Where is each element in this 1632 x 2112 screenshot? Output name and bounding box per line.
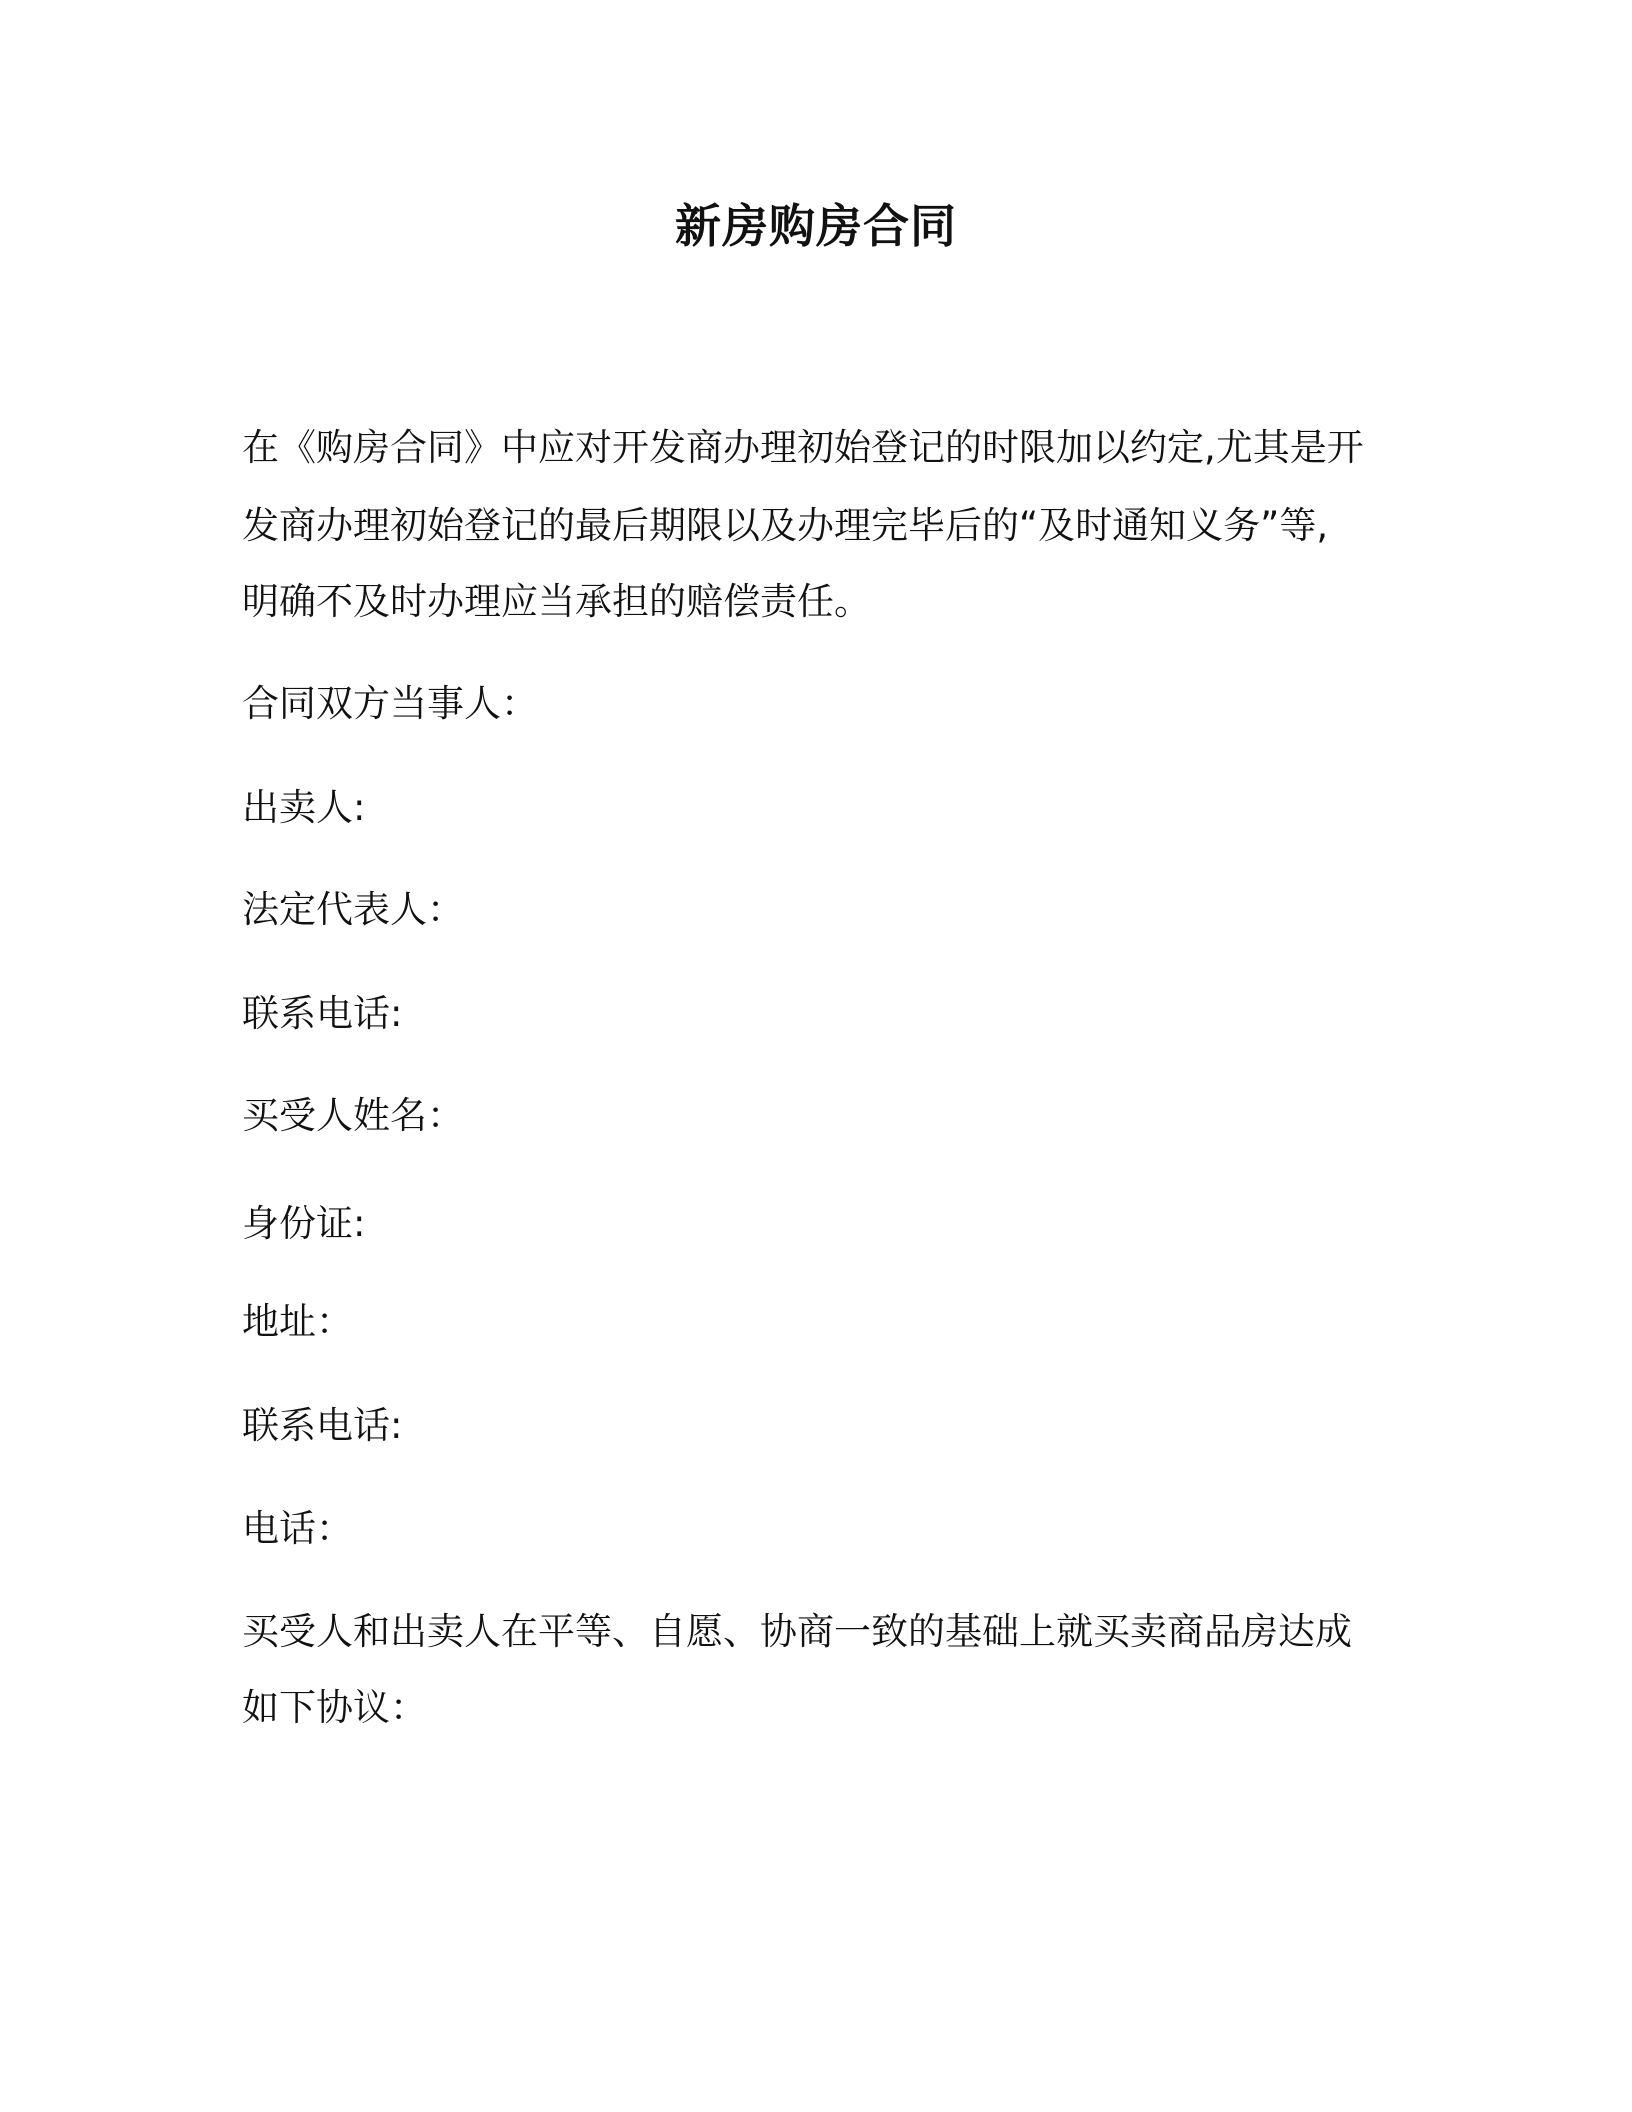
phone-label: 电话： bbox=[242, 1507, 353, 1550]
legal-rep-label: 法定代表人： bbox=[242, 888, 464, 931]
agreement-line-1: 买受人和出卖人在平等、自愿、协商一致的基础上就买卖商品房达成 bbox=[242, 1610, 1352, 1653]
intro-line-2: 发商办理初始登记的最后期限以及办理完毕后的“及时通知义务”等, bbox=[242, 504, 1329, 547]
seller-label: 出卖人: bbox=[242, 786, 366, 829]
buyer-name-label: 买受人姓名： bbox=[242, 1094, 464, 1137]
intro-line-1: 在《购房合同》中应对开发商办理初始登记的时限加以约定,尤其是开 bbox=[242, 426, 1364, 469]
address-label: 地址： bbox=[242, 1300, 353, 1343]
id-card-label: 身份证: bbox=[242, 1202, 366, 1245]
page-title: 新房购房合同 bbox=[675, 199, 957, 253]
agreement-line-2: 如下协议： bbox=[242, 1686, 427, 1729]
parties-heading: 合同双方当事人： bbox=[242, 682, 538, 725]
seller-phone-label: 联系电话: bbox=[242, 992, 403, 1035]
intro-line-3: 明确不及时办理应当承担的赔偿责任。 bbox=[242, 580, 871, 623]
buyer-phone-label: 联系电话: bbox=[242, 1404, 403, 1447]
